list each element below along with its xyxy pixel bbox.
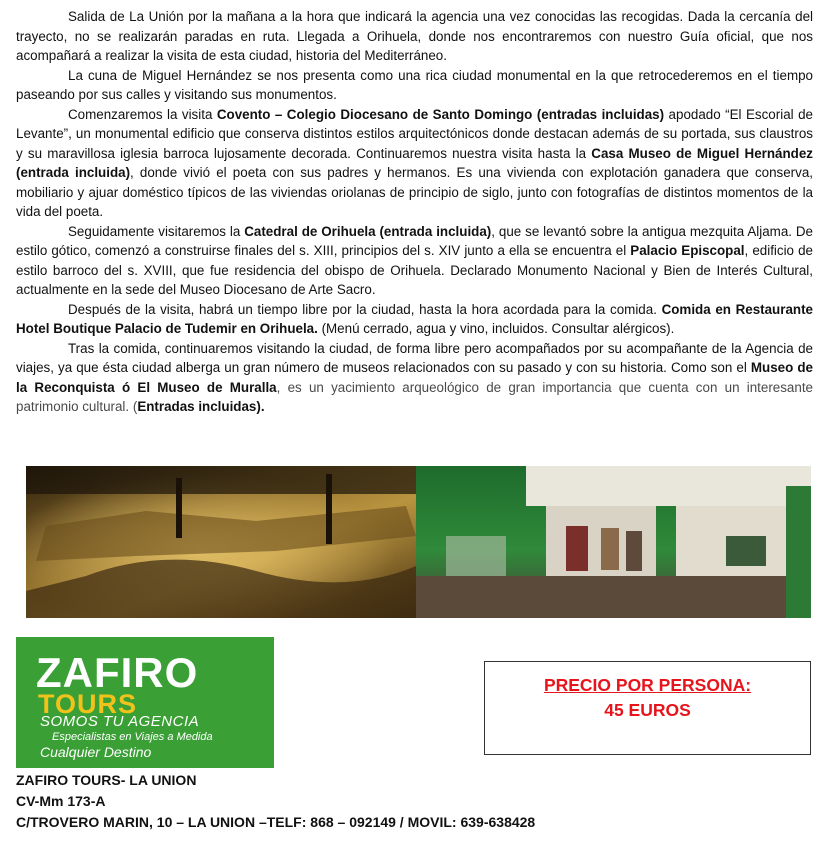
- p3-bold-museum: Casa Museo de Miguel Hernández (entrada incluida): [16, 145, 813, 180]
- paragraph-cathedral: [16, 222, 813, 300]
- p4-text-3: , edificio de estilo barroco del s. XVIII, que fue residencia del obispo de Orihuela. Declarado Monumento Nacional y Bien de Interés Cultural, actualmente en la sede del Museo Diocesano de Arte Sacro.: [16, 243, 813, 297]
- paragraph-afternoon: [16, 339, 813, 417]
- p5-text-1: Después de la visita, habrá un tiempo libre por la ciudad, hasta la hora acordada para la comida.: [68, 301, 662, 317]
- agency-footer: [16, 770, 535, 833]
- p6-bold-museums: Museo de la Reconquista ó El Museo de Muralla: [16, 360, 813, 395]
- p3-bold-convent: Covento – Colegio Diocesano de Santo Domingo (entradas incluidas): [216, 106, 665, 122]
- zafiro-tours-logo: [16, 637, 274, 768]
- footer-agency-name: ZAFIRO TOURS- LA UNION: [16, 772, 197, 788]
- footer-license: CV-Mm 173-A: [16, 793, 106, 809]
- paragraph-convent: [16, 105, 813, 222]
- p6-bold-tickets: Entradas incluidas).: [137, 399, 265, 414]
- p4-text-2: , que se levantó sobre la antigua mezquita Aljama. De estilo gótico, comenzó a construirse finales del s. XIII, principios del s. XIV junto a ella se encuentra el: [16, 223, 814, 258]
- price-label: PRECIO POR PERSONA:: [543, 675, 752, 695]
- logo-brand: ZAFIRO: [36, 649, 199, 696]
- p6-text-1: Tras la comida, continuaremos visitando la ciudad, de forma libre pero acompañados por su acompañante de la Agencia de viajes, ya que ésta ciudad alberga un gran número de museos relacionados con su pasado y con su historia. Como son el: [16, 340, 813, 375]
- archaeology-photo: [26, 466, 416, 618]
- p3-text-2: apodado “El Escorial de Levante”, un monumental edificio que conserva distintos estilos arquitectónicos donde destacan además de su portada, sus claustros y su maravillosa iglesia barroca lujosamente decorada. Continuaremos nuestra visita hasta la: [16, 106, 813, 161]
- p5-text-2: (Menú cerrado, agua y vino, incluidos. Consultar alérgicos).: [317, 321, 675, 336]
- logo-tours: TOURS: [38, 689, 138, 719]
- paragraph-1-text: Salida de La Unión por la mañana a la hora que indicará la agencia una vez conocidas las recogidas. Dada la cercanía del trayecto, no se realizarán paradas en ruta. Llegada a Orihuela, donde nos encontraremos con nuestro Guía oficial, que nos acompañará a realizar la visita de esta ciudad, historia del Mediterráneo.: [16, 9, 813, 63]
- footer-address-phone: C/TROVERO MARIN, 10 – LA UNION –TELF: 868 – 092149 / MOVIL: 639-638428: [16, 814, 536, 830]
- photo-strip: [26, 466, 811, 618]
- museum-room-photo: [416, 466, 811, 618]
- paragraph-city-intro: [16, 66, 813, 105]
- itinerary-text: [16, 7, 813, 417]
- museum-photos: [26, 466, 811, 618]
- logo-tagline: Cualquier Destino: [40, 744, 152, 760]
- paragraph-2-text: La cuna de Miguel Hernández se nos presenta como una rica ciudad monumental en la que retrocederemos en el tiempo paseando por sus calles y visitando sus monumentos.: [16, 67, 813, 102]
- paragraph-departure: [16, 7, 813, 66]
- logo-subtitle: Especialistas en Viajes a Medida: [52, 731, 213, 743]
- p4-text-1: Seguidamente visitaremos la: [68, 223, 245, 239]
- p3-text-3: , donde vivió el poeta con sus padres y hermanos. Es una vivienda con explotación ganadera que conserva, mobiliario y ajuar doméstico típicos de las viviendas oriolanas de principio de siglo, junto con fotografías de distintos momentos de la vida del poeta.: [16, 165, 814, 219]
- p6-text-2: , es un yacimiento arqueológico de gran importancia que cuenta con un interesante patrimonio cultural. (: [16, 379, 813, 414]
- p4-bold-cathedral: Catedral de Orihuela (entrada incluida): [244, 223, 492, 239]
- paragraph-lunch: [16, 300, 813, 339]
- logo-slogan: SOMOS TU AGENCIA: [40, 713, 200, 730]
- p5-bold-restaurant: Comida en Restaurante Hotel Boutique Palacio de Tudemir en Orihuela.: [16, 301, 813, 336]
- price-amount: 45 EUROS: [604, 700, 691, 720]
- p4-bold-palace: Palacio Episcopal: [630, 243, 745, 258]
- p3-text-1: Comenzaremos la visita: [68, 106, 217, 122]
- price-box: [484, 661, 811, 755]
